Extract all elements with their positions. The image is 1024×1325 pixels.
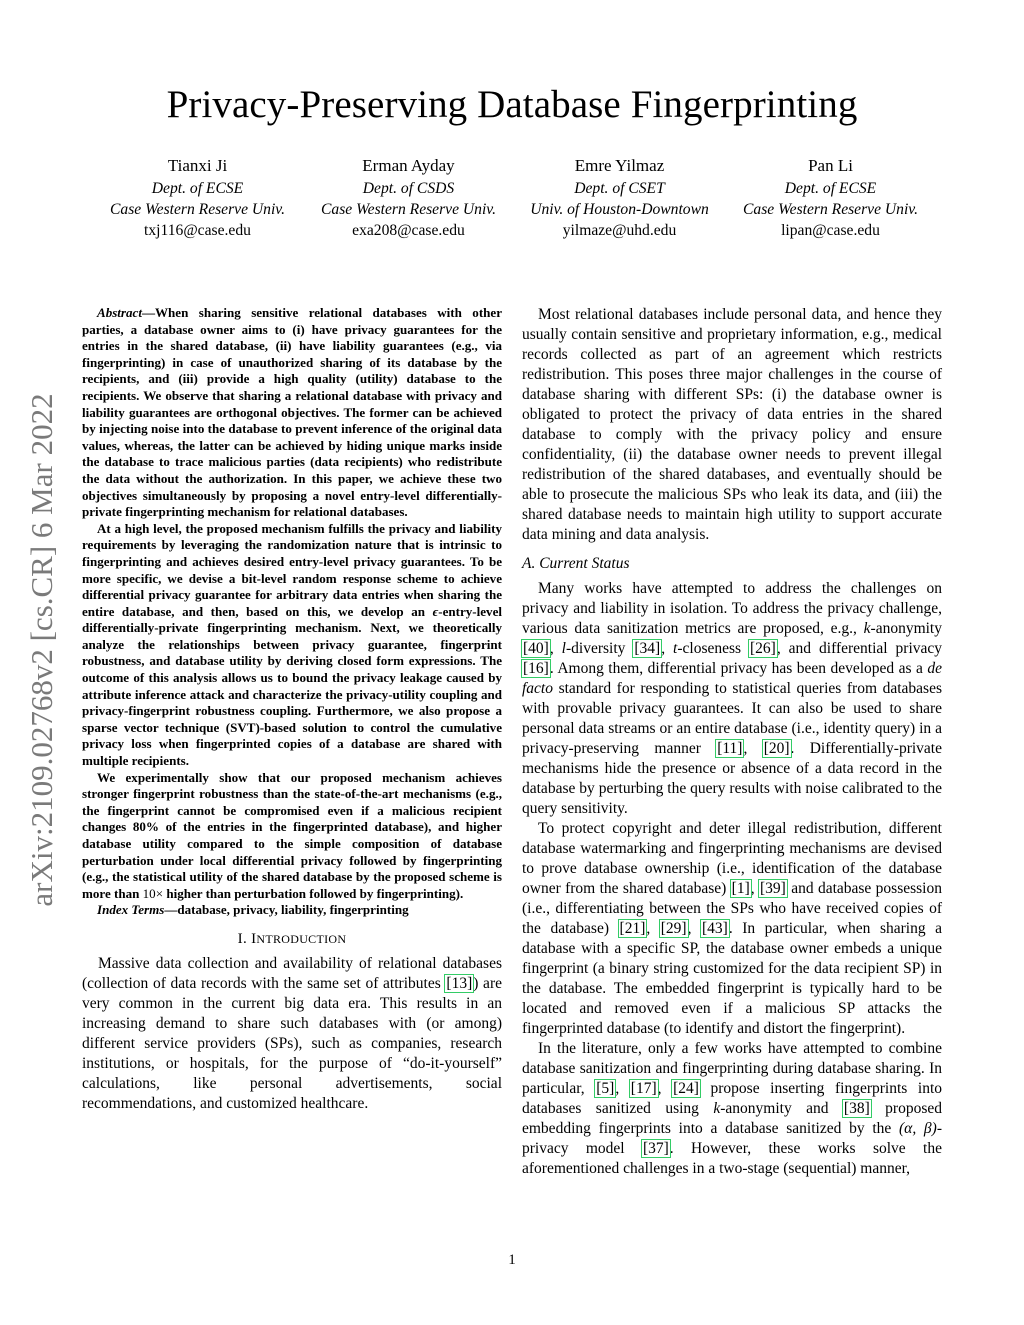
author-affiliation: Univ. of Houston-Downtown — [530, 201, 709, 218]
author-name: Pan Li — [808, 156, 853, 175]
body-text: -anonymity — [870, 620, 942, 637]
section-heading-initial: I — [251, 930, 257, 947]
citation-link[interactable]: [1] — [731, 880, 750, 897]
abstract-text: higher than perturbation followed by fingerprinting). — [163, 885, 464, 901]
author-dept: Dept. of CSDS — [362, 180, 455, 197]
intro-paragraph-1 — [82, 954, 502, 1114]
citation-link[interactable]: [38] — [843, 1100, 870, 1117]
citation-link[interactable]: [17] — [630, 1080, 657, 1097]
times-symbol: 10× — [142, 885, 164, 901]
italic-term: de facto — [522, 660, 942, 697]
author-name: Emre Yilmaz — [574, 156, 665, 175]
body-text: Massive data collection and availability of relational databases (collection of data records with the same set of attributes — [82, 954, 502, 992]
body-text: -privacy model — [522, 1120, 942, 1157]
abstract-paragraph-1 — [82, 305, 502, 521]
right-column — [522, 305, 942, 1179]
current-status-paragraph-2 — [522, 819, 942, 1039]
citation-link[interactable]: [40] — [523, 640, 549, 657]
citation-link[interactable]: [39] — [759, 880, 786, 897]
author-2 — [303, 155, 514, 241]
body-text: . In particular, when sharing a database with a specific SP, the database owner embeds a unique fingerprint (a binary string customized for the data recipient SP) in the database. The embedded fingerprint is typically hard to be located and removed even if a malicious SP attacks the fingerprinted database (to identify and distort the fingerprint). — [522, 920, 942, 1037]
current-status-paragraph-1 — [522, 579, 942, 819]
section-number: I. — [237, 930, 248, 947]
author-affiliation: Case Western Reserve Univ. — [110, 201, 285, 218]
citation-link[interactable]: [26] — [750, 640, 776, 657]
body-text: . Among them, differential privacy has been developed as a — [549, 660, 928, 677]
body-text: , — [646, 920, 660, 937]
author-3 — [514, 155, 725, 241]
author-email: yilmaze@uhd.edu — [562, 222, 677, 239]
math-l: l — [561, 640, 566, 657]
abstract-text: -entry-level differentially-private fingerprinting mechanism. Next, we theoretically analyze the relationships between privacy guarantee, fingerprint robustness, and database utility by deriving closed form expressions. The outcome of this analysis allows us to bound the privacy leakage caused by attribute inference attack and characterize the privacy-utility coupling and privacy-fingerprint robustness coupling. Furthermore, we also propose a sparse vector technique (SVT)-based solution to control the cumulative privacy loss when fingerprinted copies of a database are shared with multiple recipients. — [82, 603, 502, 769]
index-terms — [82, 902, 502, 919]
citation-link[interactable]: [43] — [702, 920, 728, 937]
body-text: . Differentially-private mechanisms hide the presence or absence of a data record in the database by perturbing the query results with noise calibrated to the query sensitivity. — [522, 740, 942, 817]
author-name: Erman Ayday — [362, 156, 455, 175]
abstract-paragraph-3 — [82, 770, 502, 903]
body-text: , and differential privacy — [776, 640, 943, 657]
intro-body-right — [522, 305, 942, 545]
body-text: , — [687, 920, 701, 937]
math-alpha-beta: (α, β) — [899, 1120, 937, 1137]
body-text: -diversity — [565, 640, 634, 657]
body-text: , — [743, 740, 763, 757]
body-text: , — [661, 640, 674, 657]
author-name: Tianxi Ji — [167, 156, 228, 175]
body-text: standard for responding to statistical queries from databases with provable privacy guarantees. It can also be used to share personal data streams or an entire database (i.e., identity query) in a privacy-preserving manner — [522, 680, 942, 757]
current-status-paragraph-3 — [522, 1039, 942, 1179]
citation-link[interactable]: [34] — [634, 640, 661, 657]
math-t: t — [673, 640, 678, 657]
body-text: -anonymity and — [720, 1100, 843, 1117]
section-heading-rest: NTRODUCTION — [256, 931, 347, 946]
citation-link[interactable]: [24] — [673, 1080, 699, 1097]
citation-link[interactable]: [37] — [642, 1140, 669, 1157]
author-4 — [725, 155, 936, 241]
author-dept: Dept. of ECSE — [151, 180, 244, 197]
author-affiliation: Case Western Reserve Univ. — [321, 201, 496, 218]
body-text: propose inserting fingerprints into databases sanitized using — [522, 1080, 943, 1117]
author-dept: Dept. of ECSE — [784, 180, 877, 197]
abstract-text: At a high level, the proposed mechanism fulfills the privacy and liability requirements by leveraging the randomization nature that is intrinsic to fingerprinting and achieves desired entry-level privacy guarantees. To be more specific, we devise a bit-level random response scheme to achieve differential privacy guarantee for arbitrary data entries when sharing the entire database, and then, based on this, we develop an — [82, 520, 502, 619]
body-text: , — [549, 640, 562, 657]
arxiv-identifier-text: arXiv:2109.02768v2 [cs.CR] 6 Mar 2022 — [24, 393, 59, 907]
index-terms-label: Index Terms — [97, 902, 165, 918]
abstract-text: When sharing sensitive relational databases with other parties, a database owner aims to (i) have privacy guarantees for the entries in the shared database, (ii) have liability guarantees (e.g., via fingerprinting) in case of unauthorized sharing of its database by the recipients, and (iii) provide a high quality (utility) database to the recipients. We observe that sharing a relational database with privacy and liability guarantees are orthogonal objectives. The former can be achieved by injecting noise into the database to prevent inference of the original data values, whereas, the latter can be achieved by hiding unique marks inside the database to trace malicious parties (data recipients) who redistribute the data without the authorization. In this paper, we achieve these two objectives simultaneously by proposing a novel entry-level differentially-private fingerprinting mechanism for relational databases. — [82, 305, 502, 520]
index-terms-dash: — — [164, 902, 178, 918]
citation-link[interactable]: [11] — [717, 740, 743, 757]
page-number: 1 — [508, 1252, 516, 1268]
citation-link[interactable]: [21] — [619, 920, 646, 937]
abstract-dash: — — [141, 305, 155, 320]
epsilon-symbol: ϵ — [432, 603, 439, 619]
body-text: ) are very common in the current big data era. This results in an increasing demand to share such databases with (or among) different service providers (SPs), such as companies, research institutions, or hospitals, for the purpose of “do-it-yourself” calculations, like personal advertisements, social recommendations, and customized healthcare. — [82, 974, 502, 1112]
body-text: , — [615, 1080, 630, 1097]
subsection-heading-current-status: A. Current Status — [522, 555, 630, 572]
abstract-label: Abstract — [97, 305, 142, 320]
body-text: , — [750, 880, 759, 897]
body-text: and database possession (i.e., differentiating between the SPs who have received copies of the database) — [522, 880, 942, 937]
author-email: lipan@case.edu — [781, 222, 880, 239]
current-status-body — [522, 579, 942, 1179]
left-column — [82, 305, 502, 1114]
math-k: k — [863, 620, 871, 637]
body-text: To protect copyright and deter illegal redistribution, different database watermarking and fingerprinting mechanisms are devised to prove database ownership (i.e., identification of the database owner from the shared database) — [522, 820, 942, 897]
body-text: . However, these works solve the aforementioned challenges in a two-stage (sequential) manner, — [522, 1140, 942, 1177]
abstract-text: We experimentally show that our proposed mechanism achieves stronger fingerprint robustness than the state-of-the-art mechanisms (e.g., the fingerprint cannot be compromised even if a malicious recipient changes 80% of the entries in the fingerprinted database), and higher database utility compared to the simple composition of database perturbation under local differential privacy followed by fingerprinting (e.g., the statistical utility of the shared database by the proposed scheme is more than — [82, 769, 502, 901]
body-text: Many works have attempted to address the challenges on privacy and liability in isolation. To address the privacy challenge, various data sanitization metrics are proposed, e.g., — [522, 580, 942, 637]
author-1 — [92, 155, 303, 241]
arxiv-identifier — [22, 360, 62, 940]
author-email: txj116@case.edu — [144, 222, 251, 239]
author-email: exa208@case.edu — [352, 222, 465, 239]
section-heading-introduction — [82, 931, 502, 948]
citation-link[interactable]: [20] — [763, 740, 790, 757]
abstract — [82, 305, 502, 919]
paper-title: Privacy-Preserving Database Fingerprinting — [166, 83, 858, 126]
abstract-paragraph-2 — [82, 521, 502, 770]
body-text: proposed embedding fingerprints into a database sanitized by the — [522, 1100, 942, 1137]
index-terms-text: database, privacy, liability, fingerprinting — [177, 902, 409, 918]
citation-link[interactable]: [13] — [446, 974, 473, 992]
intro-body-left — [82, 954, 502, 1114]
body-text: , — [657, 1080, 673, 1097]
citation-link[interactable]: [29] — [660, 920, 687, 937]
math-k: k — [713, 1100, 721, 1117]
author-block — [92, 155, 936, 241]
body-text: -closeness — [677, 640, 750, 657]
citation-link[interactable]: [5] — [596, 1080, 615, 1097]
body-text: In the literature, only a few works have attempted to combine database sanitization and fingerprinting during database sharing. In particular, — [522, 1040, 942, 1097]
author-dept: Dept. of CSET — [574, 180, 665, 197]
author-affiliation: Case Western Reserve Univ. — [743, 201, 918, 218]
intro-paragraph-2: Most relational databases include personal data, and hence they usually contain sensitive and proprietary information, e.g., medical records collected as part of an agreement which restricts redistribution. This poses three major challenges in the course of database sharing with different SPs: (i) the database owner is obligated to protect the privacy of data entries in the shared database to comply with the privacy policy and ensure confidentiality, (ii) the database owner needs to prevent illegal redistribution of the shared databases, and eventually should be able to prosecute the malicious SPs who leak its data, and (iii) the shared database needs to maintain high utility to support accurate data mining and data analysis. — [522, 306, 942, 543]
citation-link[interactable]: [16] — [523, 660, 549, 677]
